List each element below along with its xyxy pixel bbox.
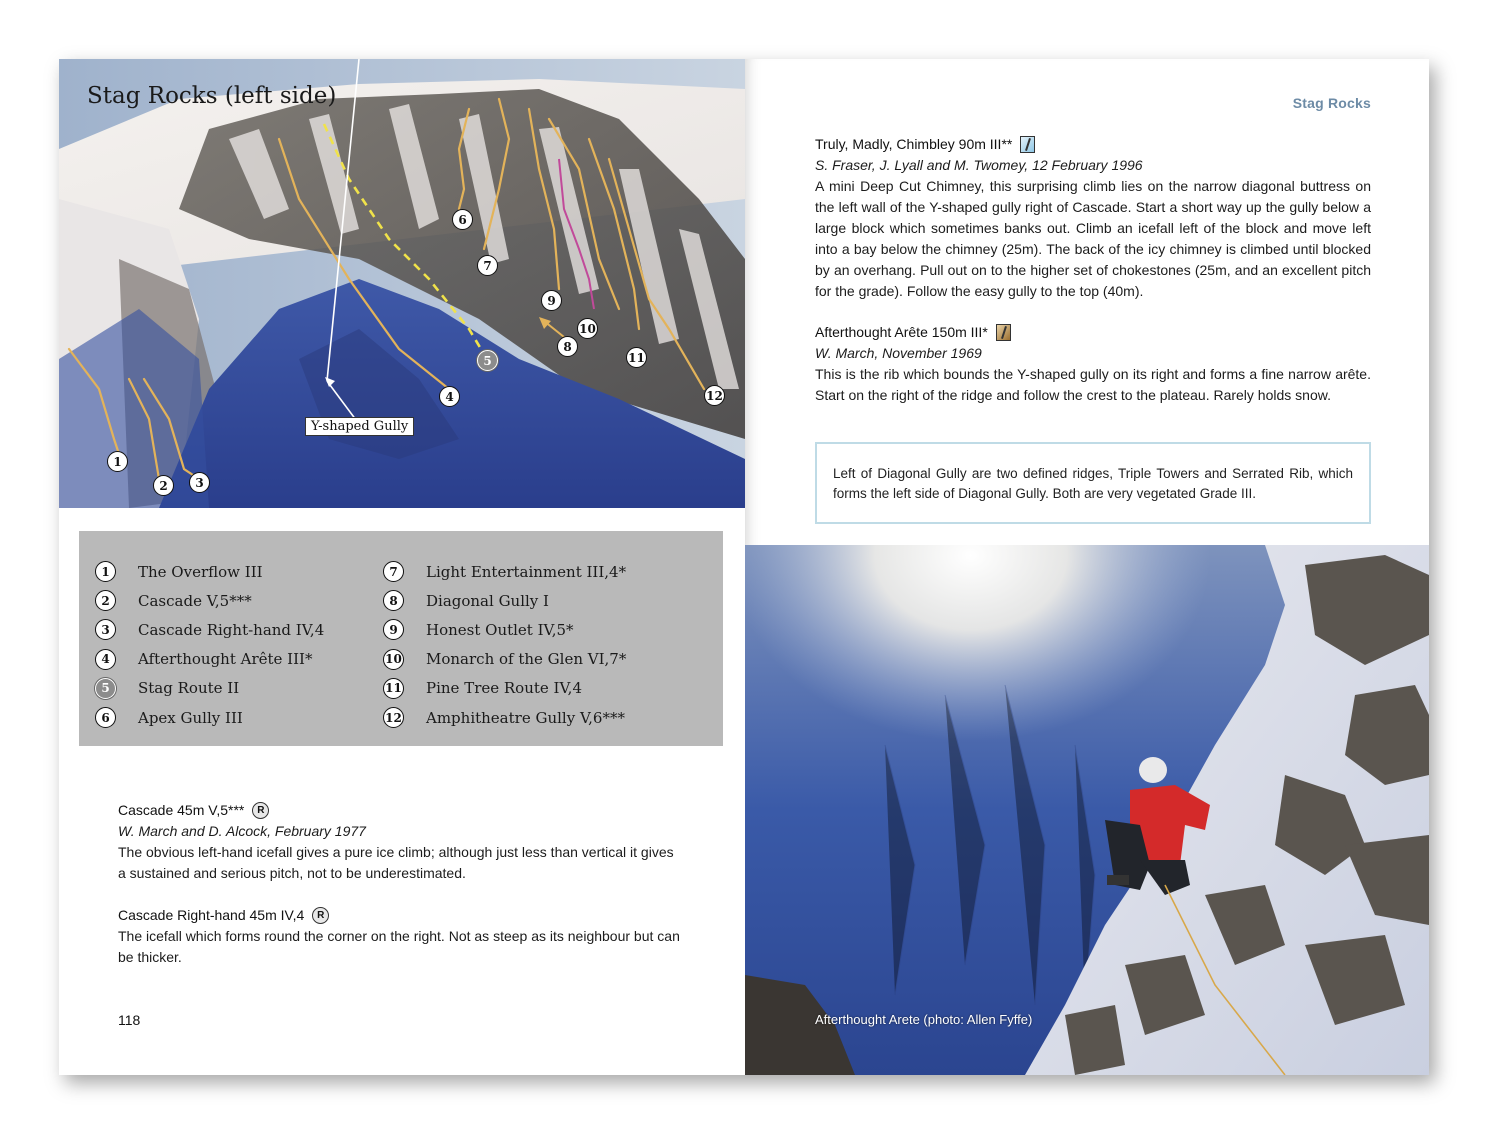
legend-item <box>95 703 324 732</box>
legend-route-name: Afterthought Arête III* <box>138 650 313 669</box>
route-title <box>815 322 1371 343</box>
route-title <box>118 905 688 926</box>
right-page <box>745 59 1429 1075</box>
legend-number: 7 <box>383 561 404 582</box>
topo-marker-12: 12 <box>704 385 725 406</box>
legend-number: 8 <box>383 590 404 611</box>
topo-marker-7: 7 <box>477 255 498 276</box>
route-description: The obvious left-hand icefall gives a pure ice climb; although just less than vertical it gives a sustained and serious pitch, not to be underestimated. <box>118 844 674 881</box>
legend-number: 10 <box>383 649 404 670</box>
topo-marker-9: 9 <box>541 290 562 311</box>
legend-number: 2 <box>95 590 116 611</box>
running-head: Stag Rocks <box>1292 95 1371 111</box>
legend-route-name: Stag Route II <box>138 679 240 698</box>
route-cascade-right-hand <box>118 905 688 968</box>
legend-item <box>383 703 626 732</box>
topo-marker-6: 6 <box>452 209 473 230</box>
legend-column-1 <box>95 557 324 732</box>
topo-marker-3: 3 <box>189 472 210 493</box>
route-type-icon: R <box>252 802 269 819</box>
legend-route-name: Diagonal Gully I <box>426 591 549 610</box>
legend-item <box>383 586 626 615</box>
route-description: A mini Deep Cut Chimney, this surprising climb lies on the narrow diagonal buttress on the left wall of the Y-shaped gully right of Cascade. Start a short way up the gully below a large block which sometimes banks out. Climb an icefall left of the block and move left into a bay below the chimney (25m). The back of the icy chimney is climbed until blocked by an overhang. Pull out on to the higher set of chokestones (25m, and an excellent pitch for the grade). Follow the easy gully to the top (40m). <box>815 178 1371 299</box>
route-truly-madly-chimbley <box>815 134 1371 302</box>
legend-item <box>383 557 626 586</box>
legend-number: 12 <box>383 707 404 728</box>
book-spread <box>59 59 1429 1075</box>
info-note-box: Left of Diagonal Gully are two defined ridges, Triple Towers and Serrated Rib, which forms the left side of Diagonal Gully. Both are very vegetated Grade III. <box>815 442 1371 524</box>
legend-number: 4 <box>95 649 116 670</box>
ice-route-icon <box>1020 136 1035 153</box>
legend-route-name: Cascade Right-hand IV,4 <box>138 620 325 639</box>
photo-caption: Afterthought Arete (photo: Allen Fyffe) <box>815 1012 1033 1027</box>
topo-marker-1: 1 <box>107 451 128 472</box>
y-shaped-gully-label: Y-shaped Gully <box>305 417 414 436</box>
legend-route-name: Apex Gully III <box>138 708 243 727</box>
route-afterthought-arete <box>815 322 1371 406</box>
legend-number: 11 <box>383 678 404 699</box>
climber-photo <box>745 545 1429 1075</box>
topo-marker-11: 11 <box>626 347 647 368</box>
route-title <box>118 800 678 821</box>
first-ascent: S. Fraser, J. Lyall and M. Twomey, 12 February 1996 <box>815 157 1143 173</box>
topo-marker-10: 10 <box>577 318 598 339</box>
route-legend <box>79 531 723 746</box>
legend-column-2 <box>383 557 626 732</box>
legend-route-name: Light Entertainment III,4* <box>426 562 627 581</box>
legend-number: 3 <box>95 619 116 640</box>
first-ascent: W. March and D. Alcock, February 1977 <box>118 823 366 839</box>
topo-marker-5: 5 <box>477 350 498 371</box>
legend-item <box>95 615 324 644</box>
legend-route-name: Cascade V,5*** <box>138 591 252 610</box>
route-title-text: Truly, Madly, Chimbley 90m III** <box>815 136 1013 152</box>
legend-item <box>95 586 324 615</box>
topo-marker-8: 8 <box>557 336 578 357</box>
route-title <box>815 134 1371 155</box>
topo-marker-4: 4 <box>439 386 460 407</box>
first-ascent: W. March, November 1969 <box>815 345 982 361</box>
legend-route-name: Honest Outlet IV,5* <box>426 620 574 639</box>
photo-title: Stag Rocks (left side) <box>87 83 337 109</box>
crag-photo-illustration <box>59 59 745 508</box>
legend-number: 6 <box>95 707 116 728</box>
page-number: 118 <box>118 1012 141 1028</box>
legend-number: 9 <box>383 619 404 640</box>
legend-number: 5 <box>95 678 116 699</box>
route-title-text: Cascade Right-hand 45m IV,4 <box>118 907 305 923</box>
legend-route-name: Amphitheatre Gully V,6*** <box>426 708 625 727</box>
legend-item <box>95 557 324 586</box>
left-page <box>59 59 745 1075</box>
legend-route-name: The Overflow III <box>138 562 263 581</box>
legend-item <box>383 615 626 644</box>
route-description: The icefall which forms round the corner on the right. Not as steep as its neighbour but can be thicker. <box>118 928 680 965</box>
legend-item <box>95 645 324 674</box>
topo-marker-2: 2 <box>153 475 174 496</box>
route-title-text: Afterthought Arête 150m III* <box>815 324 988 340</box>
mixed-route-icon <box>996 324 1011 341</box>
route-description: This is the rib which bounds the Y-shaped gully on its right and forms a fine narrow arête. Start on the right of the ridge and follow the crest to the plateau. Rarely holds snow. <box>815 366 1371 403</box>
legend-item <box>383 674 626 703</box>
legend-number: 1 <box>95 561 116 582</box>
legend-route-name: Pine Tree Route IV,4 <box>426 679 582 698</box>
legend-item <box>95 674 324 703</box>
legend-route-name: Monarch of the Glen VI,7* <box>426 650 627 669</box>
legend-item <box>383 645 626 674</box>
climber-photo-illustration <box>745 545 1429 1075</box>
route-title-text: Cascade 45m V,5*** <box>118 802 245 818</box>
route-cascade <box>118 800 678 884</box>
crag-topo-photo <box>59 59 745 508</box>
route-type-icon: R <box>312 907 329 924</box>
